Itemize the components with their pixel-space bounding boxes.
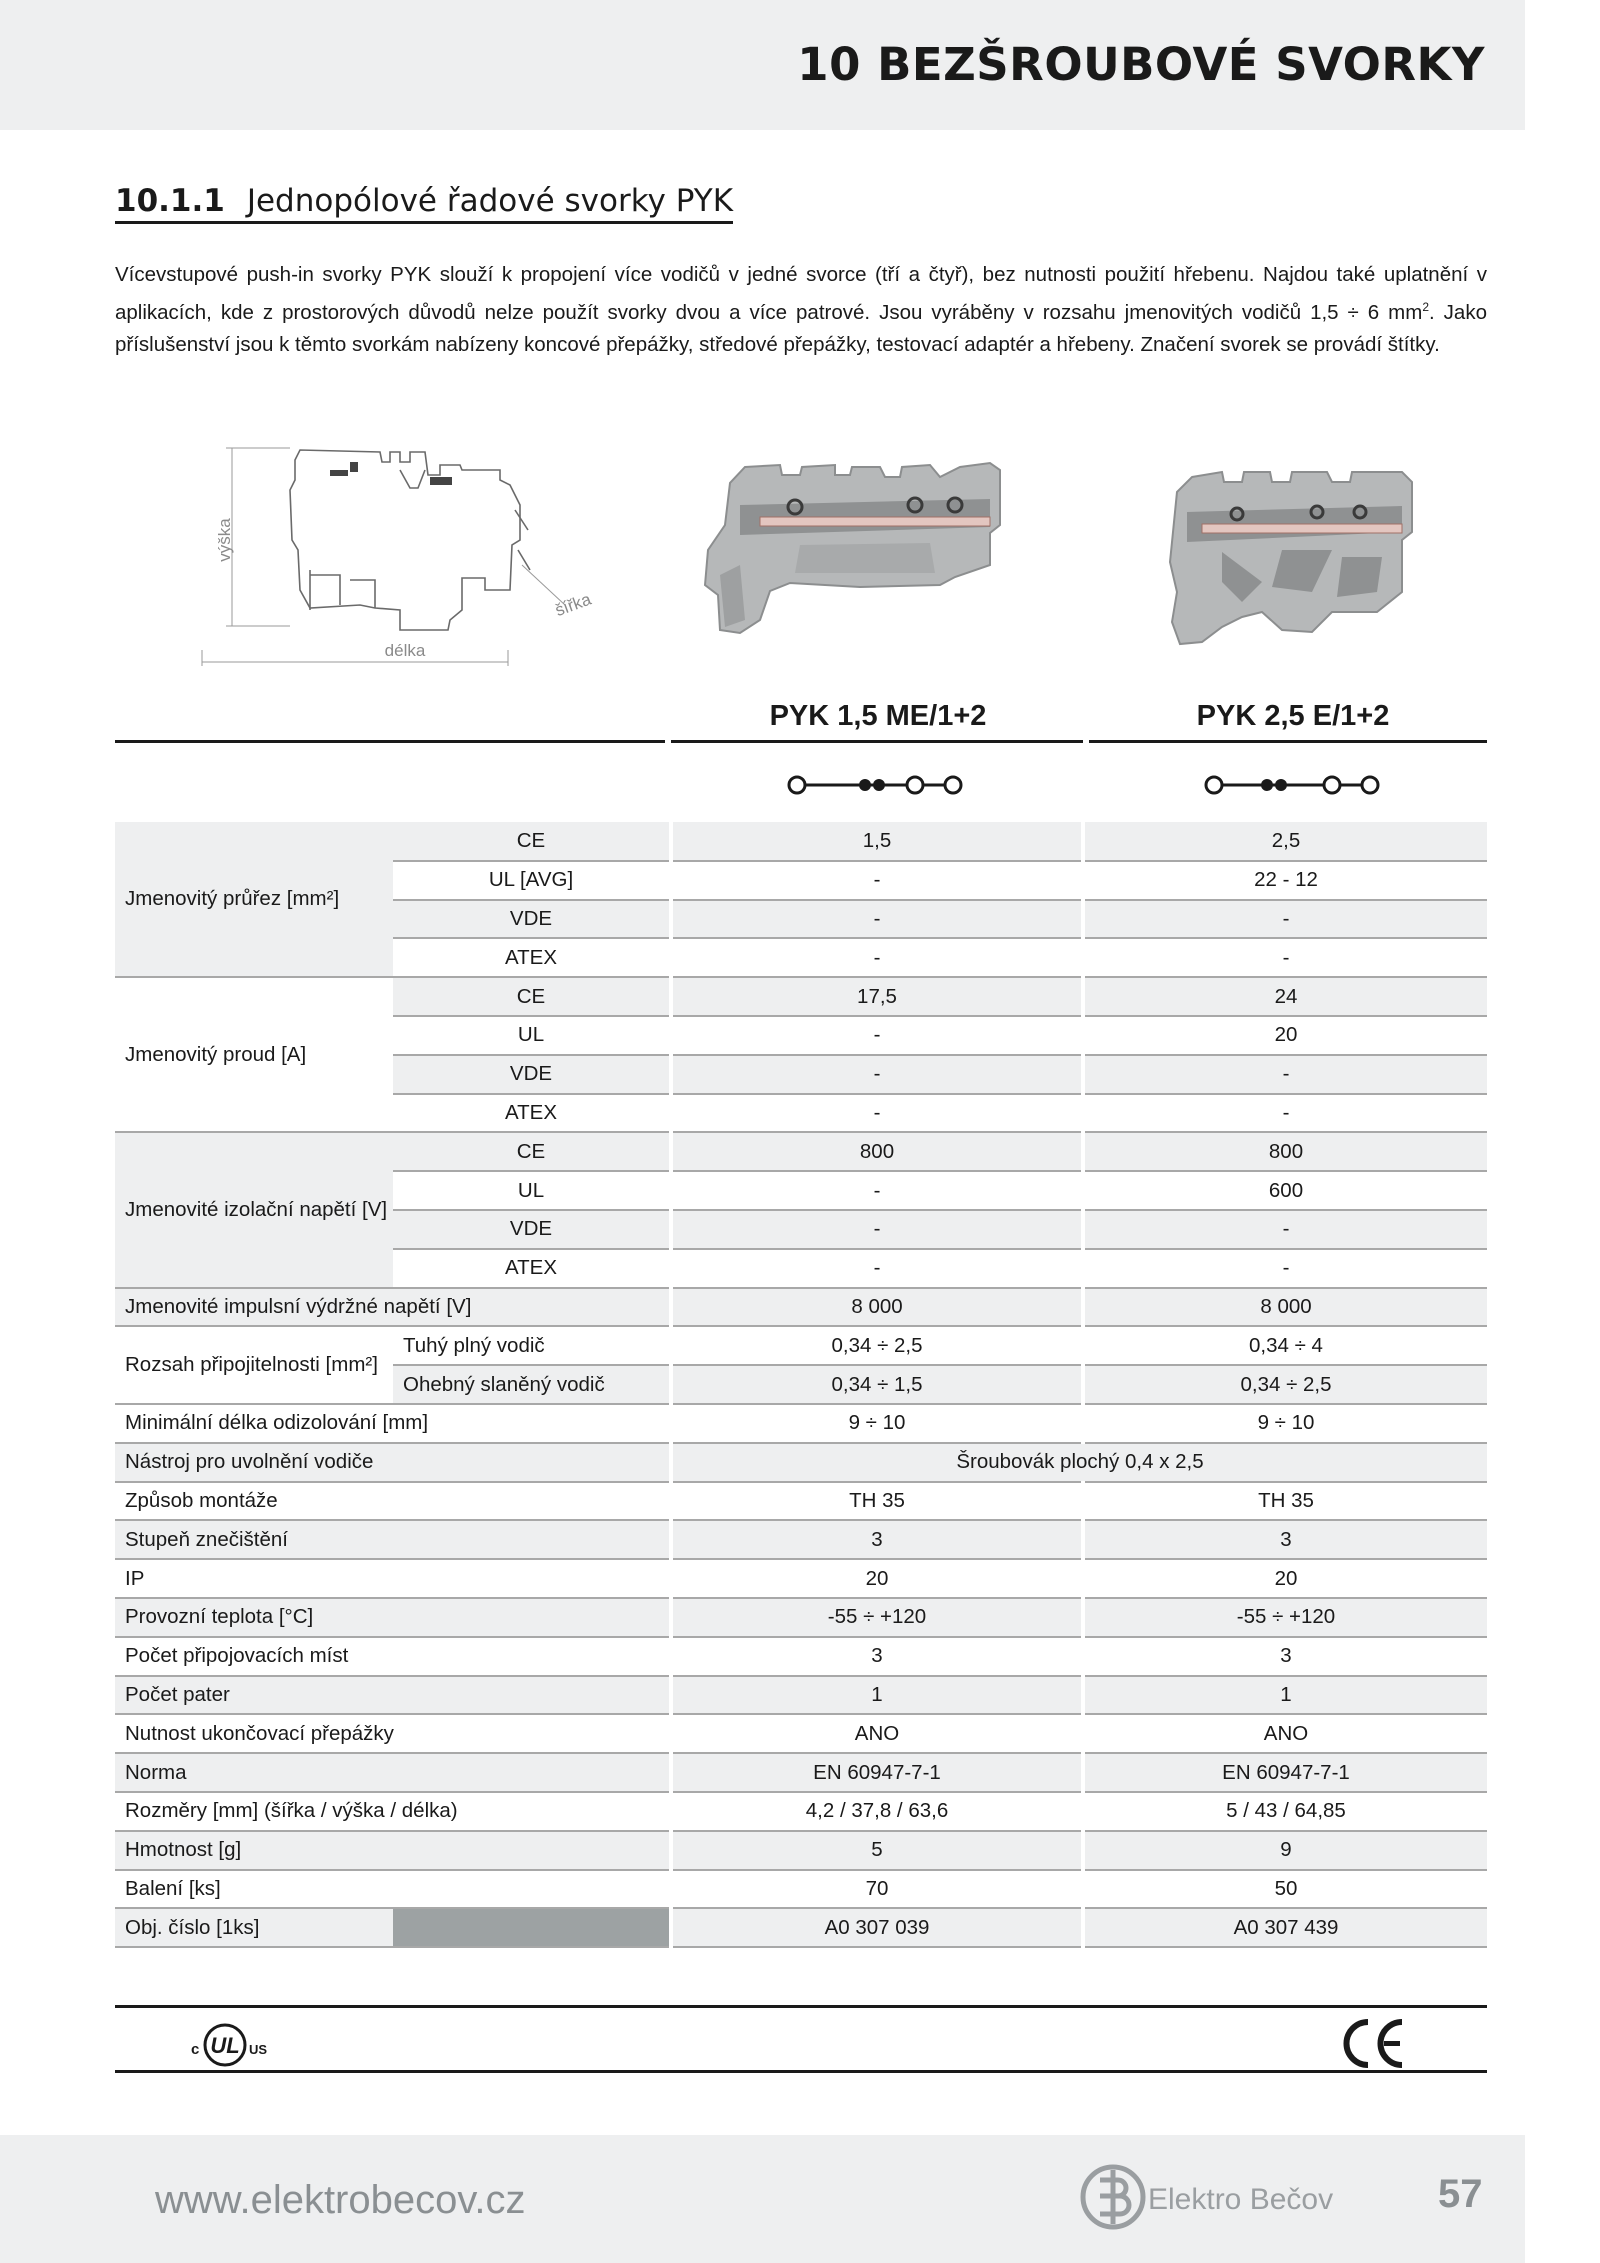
cell-value-1: 20 <box>671 1559 1083 1598</box>
grey-filler-cell <box>393 1908 671 1947</box>
table-row <box>115 1482 1487 1521</box>
cell-value-1: -55 ÷ +120 <box>671 1598 1083 1637</box>
table-row <box>115 1598 1487 1637</box>
cell-value-1: - <box>671 938 1083 977</box>
row-sublabel: CE <box>393 1132 671 1171</box>
cell-value-2: - <box>1083 1210 1487 1249</box>
product-name-2: PYK 2,5 E/1+2 <box>1196 700 1390 732</box>
brand-name: Elektro Bečov <box>1148 2183 1334 2216</box>
header-rule-mid <box>671 740 1083 743</box>
cell-value-2: -55 ÷ +120 <box>1083 1598 1487 1637</box>
cell-value-2: 0,34 ÷ 2,5 <box>1083 1365 1487 1404</box>
cell-value-1: 0,34 ÷ 2,5 <box>671 1326 1083 1365</box>
cell-value-2: ANO <box>1083 1714 1487 1753</box>
length-label: délka <box>384 641 426 660</box>
cell-value-1: - <box>671 1210 1083 1249</box>
cell-value-2: 9 <box>1083 1831 1487 1870</box>
row-sublabel: ATEX <box>393 1249 671 1288</box>
row-sublabel: ATEX <box>393 938 671 977</box>
table-row <box>115 1132 1487 1171</box>
table-row <box>115 1559 1487 1598</box>
certification-rule-bottom <box>115 2070 1487 2073</box>
table-row <box>115 1753 1487 1792</box>
cell-value-1: TH 35 <box>671 1482 1083 1521</box>
terminal-symbol-icon-1 <box>787 770 967 800</box>
row-label: Nutnost ukončovací přepážky <box>115 1714 671 1753</box>
cell-value-2: 22 - 12 <box>1083 861 1487 900</box>
cell-value-1: 1,5 <box>671 822 1083 861</box>
row-label: Jmenovité izolační napětí [V] <box>115 1132 393 1287</box>
intro-paragraph <box>115 259 1487 361</box>
table-row <box>115 977 1487 1016</box>
ce-mark-icon <box>1340 2016 1410 2071</box>
cell-value-2: 800 <box>1083 1132 1487 1171</box>
row-sublabel: UL <box>393 1016 671 1055</box>
website-link[interactable]: www.elektrobecov.cz <box>155 2178 526 2222</box>
ul-c-text: c <box>191 2041 200 2058</box>
cell-value-1: - <box>671 1094 1083 1133</box>
row-sublabel: ATEX <box>393 1094 671 1133</box>
cell-value-1: - <box>671 1249 1083 1288</box>
cell-value-1: 5 <box>671 1831 1083 1870</box>
table-row <box>115 1443 1487 1482</box>
row-sublabel: Ohebný slaněný vodič <box>393 1365 671 1404</box>
row-label: Nástroj pro uvolnění vodiče <box>115 1443 671 1482</box>
row-label: Obj. číslo [1ks] <box>115 1908 393 1947</box>
row-label: Způsob montáže <box>115 1482 671 1521</box>
cell-value-merged: Šroubovák plochý 0,4 x 2,5 <box>671 1443 1487 1482</box>
row-label: Norma <box>115 1753 671 1792</box>
cell-value-2: TH 35 <box>1083 1482 1487 1521</box>
product-name-1: PYK 1,5 ME/1+2 <box>769 700 987 732</box>
table-row <box>115 1326 1487 1365</box>
cell-value-2: 3 <box>1083 1520 1487 1559</box>
row-label: Minimální délka odizolování [mm] <box>115 1404 671 1443</box>
cell-value-1: ANO <box>671 1714 1083 1753</box>
row-label: IP <box>115 1559 671 1598</box>
cell-value-2: 20 <box>1083 1559 1487 1598</box>
row-sublabel: CE <box>393 822 671 861</box>
table-row <box>115 1676 1487 1715</box>
row-label: Rozsah připojitelnosti [mm²] <box>115 1326 393 1404</box>
cell-value-1: 1 <box>671 1676 1083 1715</box>
cell-value-2: - <box>1083 900 1487 939</box>
section-title: Jednopólové řadové svorky PYK <box>246 183 734 219</box>
table-row <box>115 1870 1487 1909</box>
row-sublabel: Tuhý plný vodič <box>393 1326 671 1365</box>
cell-value-1: 70 <box>671 1870 1083 1909</box>
ul-mark-text: UL <box>210 2033 240 2058</box>
terminal-symbol-icon-2 <box>1204 770 1384 800</box>
cell-value-2: A0 307 439 <box>1083 1908 1487 1947</box>
header-rule-right <box>1089 740 1487 743</box>
certification-rule-top <box>115 2005 1487 2008</box>
cell-value-2: - <box>1083 1094 1487 1133</box>
table-row <box>115 1908 1487 1947</box>
table-row <box>115 1637 1487 1676</box>
row-sublabel: VDE <box>393 900 671 939</box>
cell-value-2: 50 <box>1083 1870 1487 1909</box>
intro-text-2: . Jako příslušenství jsou k těmto svorkám nabízeny koncové přepážky, středové přepážky, testovací adaptér a hřebeny. Značení svorek se provádí štítky. <box>115 300 1487 356</box>
height-label: výška <box>215 518 234 562</box>
chapter-title: 10 BEZŠROUBOVÉ SVORKY <box>797 38 1485 91</box>
section-number: 10.1.1 <box>115 183 225 219</box>
cell-value-2: 8 000 <box>1083 1288 1487 1327</box>
cell-value-2: - <box>1083 938 1487 977</box>
cell-value-2: - <box>1083 1249 1487 1288</box>
cell-value-1: 8 000 <box>671 1288 1083 1327</box>
cell-value-2: 600 <box>1083 1171 1487 1210</box>
width-label: šířka <box>552 589 594 621</box>
cell-value-2: 1 <box>1083 1676 1487 1715</box>
table-row <box>115 1714 1487 1753</box>
cell-value-1: 17,5 <box>671 977 1083 1016</box>
section-heading <box>115 183 733 224</box>
cell-value-1: 3 <box>671 1637 1083 1676</box>
row-label: Počet pater <box>115 1676 671 1715</box>
row-label: Stupeň znečištění <box>115 1520 671 1559</box>
intro-superscript: 2 <box>1422 300 1430 314</box>
row-sublabel: CE <box>393 977 671 1016</box>
cell-value-1: - <box>671 1171 1083 1210</box>
cell-value-1: - <box>671 1055 1083 1094</box>
spec-table <box>115 822 1487 1948</box>
cell-value-2: 20 <box>1083 1016 1487 1055</box>
cell-value-1: - <box>671 900 1083 939</box>
row-sublabel: VDE <box>393 1055 671 1094</box>
row-label: Balení [ks] <box>115 1870 671 1909</box>
cell-value-2: EN 60947-7-1 <box>1083 1753 1487 1792</box>
cell-value-1: - <box>671 861 1083 900</box>
table-row <box>115 1520 1487 1559</box>
row-sublabel: VDE <box>393 1210 671 1249</box>
row-label: Jmenovitý průřez [mm²] <box>115 822 393 977</box>
table-row <box>115 822 1487 861</box>
row-label: Provozní teplota [°C] <box>115 1598 671 1637</box>
header-rule-left <box>115 740 665 743</box>
table-row <box>115 1288 1487 1327</box>
row-label: Jmenovitý proud [A] <box>115 977 393 1132</box>
cell-value-2: 3 <box>1083 1637 1487 1676</box>
cell-value-1: EN 60947-7-1 <box>671 1753 1083 1792</box>
cell-value-2: 24 <box>1083 977 1487 1016</box>
ul-certification-icon <box>183 2020 283 2070</box>
row-sublabel: UL [AVG] <box>393 861 671 900</box>
row-sublabel: UL <box>393 1171 671 1210</box>
cell-value-1: 800 <box>671 1132 1083 1171</box>
table-row <box>115 1792 1487 1831</box>
cell-value-1: 3 <box>671 1520 1083 1559</box>
dimension-drawing <box>200 430 620 670</box>
table-row <box>115 1831 1487 1870</box>
ul-us-text: US <box>249 2042 268 2057</box>
intro-text-1: Vícevstupové push-in svorky PYK slouží k propojení více vodičů v jedné svorce (tří a čtyř), bez nutnosti použití hřebenu. Najdou také uplatnění v aplikacích, kde z prostorových důvodů nelze použít svorky dvou a více patrové. Jsou vyráběny v rozsahu jmenovitých vodičů 1,5 ÷ 6 mm <box>115 263 1487 324</box>
row-label: Rozměry [mm] (šířka / výška / délka) <box>115 1792 671 1831</box>
cell-value-2: 5 / 43 / 64,85 <box>1083 1792 1487 1831</box>
elektro-becov-logo-icon <box>1078 2162 1148 2232</box>
cell-value-2: 2,5 <box>1083 822 1487 861</box>
product-image-2 <box>1162 462 1427 657</box>
cell-value-1: A0 307 039 <box>671 1908 1083 1947</box>
product-image-1 <box>700 455 1020 650</box>
cell-value-1: 4,2 / 37,8 / 63,6 <box>671 1792 1083 1831</box>
cell-value-2: 0,34 ÷ 4 <box>1083 1326 1487 1365</box>
row-label: Jmenovité impulsní výdržné napětí [V] <box>115 1288 671 1327</box>
cell-value-1: - <box>671 1016 1083 1055</box>
cell-value-1: 9 ÷ 10 <box>671 1404 1083 1443</box>
row-label: Počet připojovacích míst <box>115 1637 671 1676</box>
cell-value-1: 0,34 ÷ 1,5 <box>671 1365 1083 1404</box>
page-number: 57 <box>1438 2172 1483 2216</box>
cell-value-2: 9 ÷ 10 <box>1083 1404 1487 1443</box>
row-label: Hmotnost [g] <box>115 1831 671 1870</box>
table-row <box>115 1404 1487 1443</box>
cell-value-2: - <box>1083 1055 1487 1094</box>
